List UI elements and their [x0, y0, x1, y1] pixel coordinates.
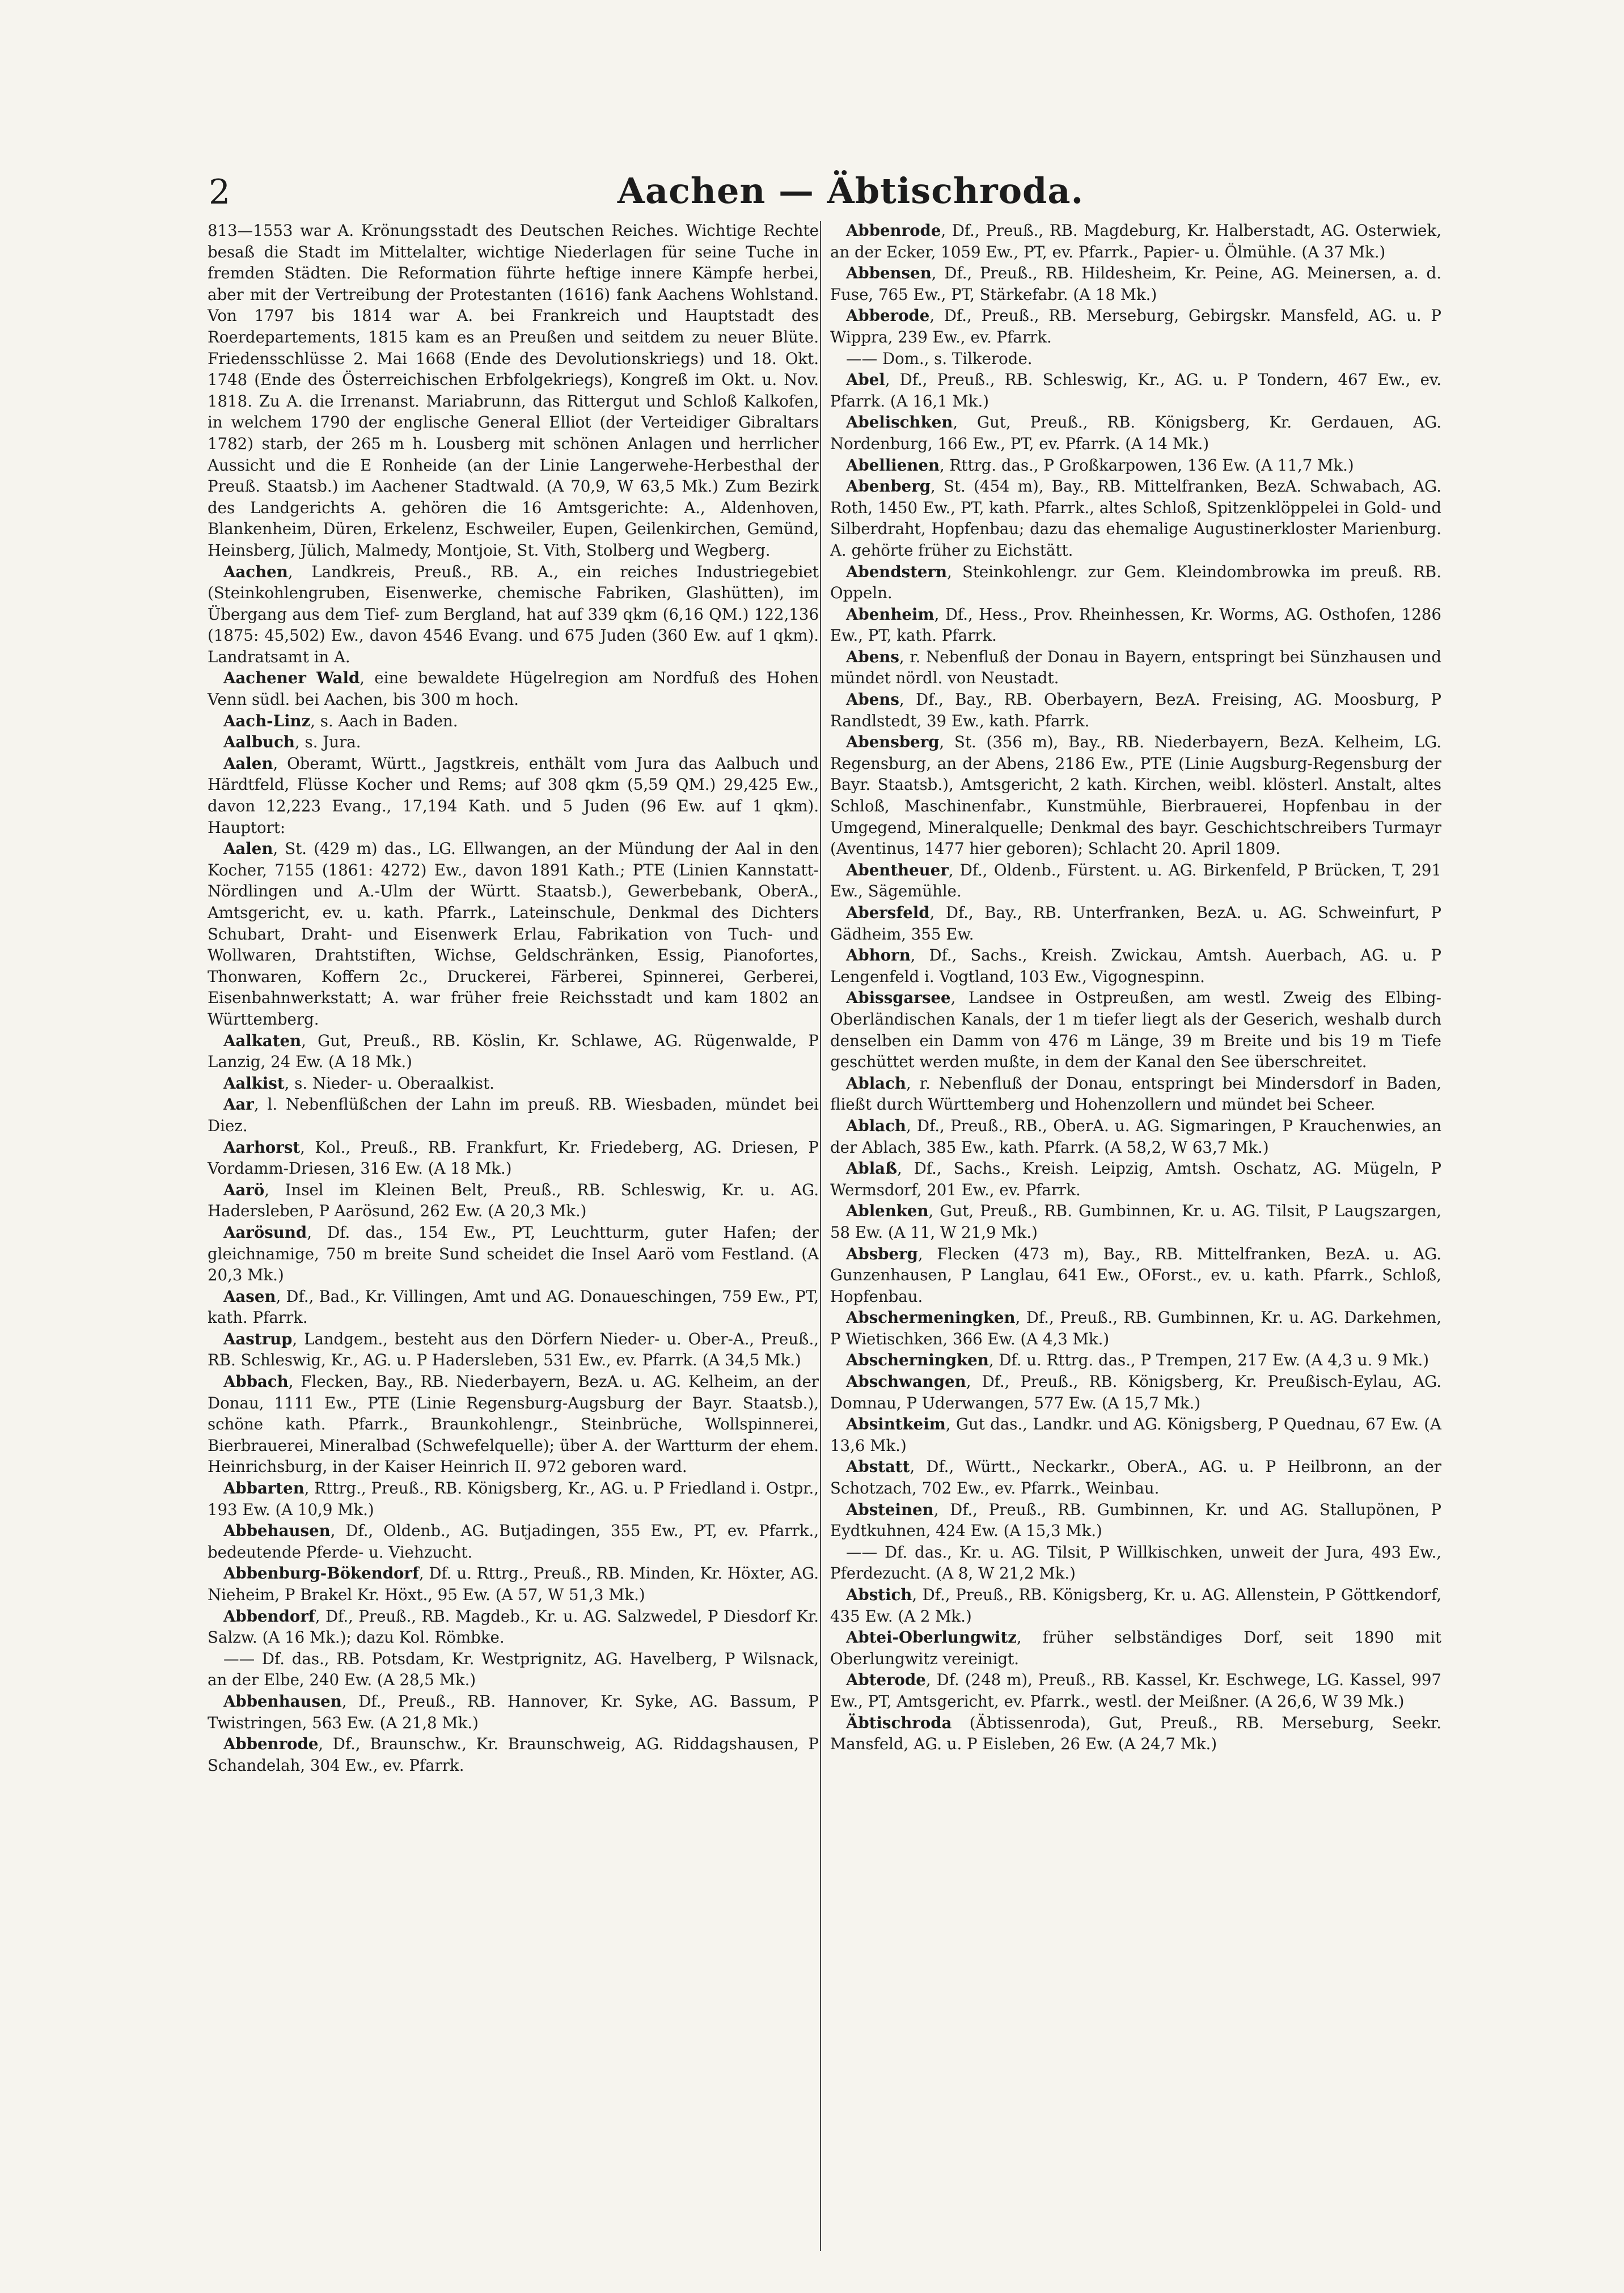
dictionary-entry — [830, 1243, 1441, 1308]
entry-headword: Abellienen — [846, 455, 940, 475]
dictionary-entry — [830, 476, 1441, 561]
dictionary-entry — [208, 1222, 819, 1286]
entry-headword: Ablach — [846, 1116, 906, 1135]
entry-headword: Abbensen — [846, 264, 932, 283]
entry-text: , Df., Oldenb., Fürstent. u. AG. Birkenfeld, P Brücken, T, 291 Ew., Sägemühle. — [830, 860, 1441, 901]
entry-text: , St. (356 m), Bay., RB. Niederbayern, BezA. Kelheim, LG. Regensburg, an der Abens, 2186 Ew., PTE (Linie Augsburg-Regensburg der Bayr. Staatsb.), Amtsgericht, 2 kath. Kirchen, weibl. klösterl. Anstalt, altes Schloß, Maschinenfabr., Kunstmühle, Bierbrauerei, Hopfenbau in der Umgegend, Mineralquelle; Denkmal des bayr. Geschichtschreibers Turmayr (Aventinus, 1477 hier geboren); Schlacht 20. April 1809. — [830, 733, 1441, 858]
entry-text: , Df., Württ., Neckarkr., OberA., AG. u. P Heilbronn, an der Schotzach, 702 Ew., ev. Pfarrk., Weinbau. — [830, 1457, 1441, 1498]
entry-text: , Df. (248 m), Preuß., RB. Kassel, Kr. Eschwege, LG. Kassel, 997 Ew., PT, Amtsgericht, ev. Pfarrk., westl. der Meißner. (A 26,6, W 39 Mk.) — [830, 1670, 1441, 1711]
entry-text: , Df., Bad., Kr. Villingen, Amt und AG. Donaueschingen, 759 Ew., PT, kath. Pfarrk. — [208, 1287, 819, 1327]
dictionary-entry — [830, 646, 1441, 689]
entry-text: , Gut, Preuß., RB. Königsberg, Kr. Gerdauen, AG. Nordenburg, 166 Ew., PT, ev. Pfarrk. (A 14 Mk.) — [830, 413, 1441, 453]
dictionary-entry — [830, 1414, 1441, 1456]
dictionary-entry — [208, 561, 819, 668]
entry-text: , Df., Braunschw., Kr. Braunschweig, AG. Riddagshausen, P Schandelah, 304 Ew., ev. Pfarrk. — [208, 1734, 819, 1775]
dictionary-entry — [830, 1584, 1441, 1627]
entry-text: , Gut, Preuß., RB. Köslin, Kr. Schlawe, AG. Rügenwalde, P Lanzig, 24 Ew. (A 18 Mk.) — [208, 1031, 819, 1072]
page-number: 2 — [209, 172, 231, 212]
dictionary-entry — [830, 1349, 1441, 1371]
entry-text: , Df., Preuß., RB. Hildesheim, Kr. Peine, AG. Meinersen, a. d. Fuse, 765 Ew., PT, Stärkefabr. (A 18 Mk.) — [830, 264, 1441, 304]
entry-text: , Df., Sachs., Kreish. Zwickau, Amtsh. Auerbach, AG. u. P Lengenfeld i. Vogtland, 103 Ew., Vigognespinn. — [830, 946, 1441, 986]
entry-text: , l. Nebenflüßchen der Lahn im preuß. RB. Wiesbaden, mündet bei Diez. — [208, 1095, 819, 1135]
entry-text: , Df. u. Rttrg. das., P Trempen, 217 Ew. (A 4,3 u. 9 Mk.) — [988, 1351, 1430, 1370]
dictionary-entry — [208, 667, 819, 710]
entry-text: , Df., Preuß., RB., OberA. u. AG. Sigmaringen, P Krauchenwies, an der Ablach, 385 Ew., kath. Pfarrk. (A 58,2, W 63,7 Mk.) — [830, 1116, 1441, 1157]
dictionary-entry — [830, 689, 1441, 731]
entry-headword: Abbenrode — [846, 221, 941, 240]
entry-text: , Df., Oldenb., AG. Butjadingen, 355 Ew., PT, ev. Pfarrk., bedeutende Pferde- u. Viehzucht. — [208, 1521, 819, 1562]
dictionary-entry — [208, 1030, 819, 1073]
entry-headword: Abtei-Oberlungwitz — [846, 1628, 1017, 1647]
entry-headword: Abenberg — [846, 477, 931, 496]
entry-text: , Landkreis, Preuß., RB. A., ein reiches Industriegebiet (Steinkohlengruben, Eisenwerke, chemische Fabriken, Glashütten), im Übergang aus dem Tief- zum Bergland, hat auf 339 qkm (6,16 QM.) 122,136 (1875: 45,502) Ew., davon 4546 Evang. und 675 Juden (360 Ew. auf 1 qkm). Landratsamt in A. — [208, 562, 819, 666]
dictionary-entry — [830, 561, 1441, 604]
entry-headword: Abbendorf — [223, 1606, 315, 1626]
entry-headword: Abstatt — [846, 1457, 910, 1477]
dictionary-entry — [830, 455, 1441, 476]
dictionary-entry — [830, 731, 1441, 860]
entry-headword: Abbenrode — [223, 1734, 319, 1754]
dictionary-entry — [830, 987, 1441, 1072]
dictionary-entry — [830, 1371, 1441, 1414]
entry-text: , Df., Bay., RB. Unterfranken, BezA. u. AG. Schweinfurt, P Gädheim, 355 Ew. — [830, 903, 1441, 944]
entry-headword: Aalkist — [223, 1073, 285, 1093]
dictionary-entry — [208, 1733, 819, 1776]
dictionary-entry — [208, 1478, 819, 1520]
entry-text: , St. (429 m) das., LG. Ellwangen, an der Mündung der Aal in den Kocher, 7155 (1861: 4272) Ew., davon 1891 Kath.; PTE (Linien Kannstatt-Nördlingen und A.-Ulm der Württ. Staatsb.), Gewerbebank, OberA., Amtsgericht, ev. u. kath. Pfarrk., Lateinschule, Denkmal des Dichters Schubart, Draht- und Eisenwerk Erlau, Fabrikation von Tuch- und Wollwaren, Drahtstiften, Wichse, Geldschränken, Essig, Pianofortes, Thonwaren, Koffern 2c., Druckerei, Färberei, Spinnerei, Gerberei, Eisenbahnwerkstatt; A. war früher freie Reichsstadt und kam 1802 an Württemberg. — [208, 839, 819, 1029]
dictionary-entry — [830, 1073, 1441, 1115]
dictionary-entry — [208, 1691, 819, 1733]
entry-headword: Äbtischroda — [846, 1713, 952, 1732]
entry-text: , Steinkohlengr. zur Gem. Kleindombrowka im preuß. RB. Oppeln. — [830, 562, 1441, 603]
entry-headword: Ablenken — [846, 1202, 929, 1221]
entry-text: , Rttrg. das., P Großkarpowen, 136 Ew. (A 11,7 Mk.) — [939, 455, 1354, 475]
dictionary-entry — [830, 1307, 1441, 1349]
dictionary-entry — [830, 860, 1441, 902]
dictionary-entry — [830, 1200, 1441, 1243]
entry-headword: Abbarten — [223, 1479, 304, 1498]
entry-text: , Df. u. Rttrg., Preuß., RB. Minden, Kr. Höxter, AG. Nieheim, P Brakel Kr. Höxt., 95 Ew. (A 57, W 51,3 Mk.) — [208, 1564, 819, 1604]
dictionary-entry — [208, 1286, 819, 1329]
left-column — [208, 220, 819, 1776]
entry-headword: Aasen — [223, 1287, 276, 1306]
entry-text: —— Dom., s. Tilkerode. — [846, 349, 1033, 368]
dictionary-entry — [208, 1094, 819, 1136]
dictionary-entry — [208, 1137, 819, 1179]
entry-headword: Aachen — [223, 562, 288, 581]
dictionary-entry — [208, 220, 819, 561]
entry-headword: Abenheim — [846, 604, 934, 624]
entry-text: , Rttrg., Preuß., RB. Königsberg, Kr., AG. u. P Friedland i. Ostpr., 193 Ew. (A 10,9 Mk.) — [208, 1479, 819, 1519]
entry-headword: Abbach — [223, 1372, 289, 1391]
dictionary-entry — [208, 1371, 819, 1478]
entry-headword: Aalen — [223, 839, 273, 858]
dictionary-entry — [830, 1115, 1441, 1158]
dictionary-entry — [208, 838, 819, 1030]
dictionary-entry — [830, 1542, 1441, 1584]
entry-text: , Df., Hess., Prov. Rheinhessen, Kr. Worms, AG. Osthofen, 1286 Ew., PT, kath. Pfarrk. — [830, 604, 1441, 645]
dictionary-entry — [830, 1456, 1441, 1499]
entry-text: , Flecken, Bay., RB. Niederbayern, BezA. u. AG. Kelheim, an der Donau, 1111 Ew., PTE (Linie Regensburg-Augsburg der Bayr. Staatsb.), schöne kath. Pfarrk., Braunkohlengr., Steinbrüche, Wollspinnerei, Bierbrauerei, Mineralbad (Schwefelquelle); über A. der Wartturm der ehem. Heinrichsburg, in der Kaiser Heinrich II. 972 geboren ward. — [208, 1372, 819, 1477]
dictionary-entry — [830, 220, 1441, 263]
column-divider — [820, 221, 821, 2251]
entry-headword: Aar — [223, 1095, 254, 1114]
dictionary-entry — [208, 1073, 819, 1094]
entry-text: , früher selbständiges Dorf, seit 1890 mit Oberlungwitz vereinigt. — [830, 1628, 1441, 1668]
entry-headword: Abbenhausen — [223, 1691, 342, 1711]
entry-text: , St. (454 m), Bay., RB. Mittelfranken, BezA. Schwabach, AG. Roth, 1450 Ew., PT, kath. Pfarrk., altes Schloß, Spitzenklöppelei in Gold- und Silberdraht, Hopfenbau; dazu das ehemalige Augustinerkloster Marienburg. A. gehörte früher zu Eichstätt. — [830, 477, 1441, 560]
dictionary-entry — [830, 1158, 1441, 1200]
entry-headword: Abschwangen — [846, 1372, 966, 1391]
entry-text: , eine bewaldete Hügelregion am Nordfuß des Hohen Venn südl. bei Aachen, bis 300 m hoch. — [208, 669, 819, 709]
entry-text: , Df., Preuß., RB. Magdeburg, Kr. Halberstadt, AG. Osterwiek, an der Ecker, 1059 Ew., PT, ev. Pfarrk., Papier- u. Ölmühle. (A 37 Mk.) — [830, 221, 1441, 261]
entry-text: —— Df. das., RB. Potsdam, Kr. Westprignitz, AG. Havelberg, P Wilsnack, an der Elbe, 240 Ew. (A 28,5 Mk.) — [208, 1649, 819, 1690]
dictionary-entry — [830, 263, 1441, 305]
entry-headword: Abbehausen — [223, 1521, 331, 1541]
entry-headword: Abstich — [846, 1585, 912, 1604]
entry-text: , Df., Preuß., RB. Königsberg, Kr. u. AG. Allenstein, P Göttkendorf, 435 Ew. (A 2 Mk.) — [830, 1585, 1441, 1626]
entry-headword: Aarhorst — [223, 1137, 301, 1157]
dictionary-entry — [830, 1627, 1441, 1669]
entry-headword: Abersfeld — [846, 903, 930, 922]
dictionary-entry — [208, 1563, 819, 1605]
entry-headword: Abelischken — [846, 413, 953, 432]
entry-headword: Aach-Linz — [223, 711, 311, 730]
entry-headword: Abensberg — [846, 733, 940, 752]
entry-headword: Aachener Wald — [223, 669, 360, 688]
dictionary-entry — [208, 731, 819, 753]
entry-headword: Ablaß — [846, 1159, 898, 1178]
entry-text: , Df. das., 154 Ew., PT, Leuchtturm, guter Hafen; der gleichnamige, 750 m breite Sund scheidet die Insel Aarö vom Festland. (A 20,3 Mk.) — [208, 1222, 819, 1285]
entry-headword: Aalbuch — [223, 733, 295, 752]
entry-headword: Abendstern — [846, 562, 948, 581]
entry-text: , Df., Preuß., RB. Königsberg, Kr. Preußisch-Eylau, AG. Domnau, P Uderwangen, 577 Ew. (A 15,7 Mk.) — [830, 1372, 1441, 1412]
dictionary-entry — [830, 604, 1441, 646]
dictionary-entry — [830, 1499, 1441, 1542]
entry-text: , Df., Bay., RB. Oberbayern, BezA. Freising, AG. Moosburg, P Randlstedt, 39 Ew., kath. Pfarrk. — [830, 690, 1441, 730]
entry-headword: Abel — [846, 370, 885, 390]
entry-headword: Abterode — [846, 1670, 926, 1690]
entry-text: , Df., Preuß., RB. Magdeb., Kr. u. AG. Salzwedel, P Diesdorf Kr. Salzw. (A 16 Mk.); dazu Kol. Römbke. — [208, 1606, 819, 1647]
dictionary-entry — [830, 1669, 1441, 1712]
dictionary-entry — [830, 305, 1441, 348]
entry-headword: Abhorn — [846, 946, 911, 965]
entry-text: , Df., Preuß., RB. Gumbinnen, Kr. und AG. Stallupönen, P Eydtkuhnen, 424 Ew. (A 15,3 Mk.) — [830, 1500, 1441, 1541]
entry-headword: Abschermeningken — [846, 1308, 1016, 1327]
entry-headword: Absintkeim — [846, 1415, 946, 1434]
entry-text: , Insel im Kleinen Belt, Preuß., RB. Schleswig, Kr. u. AG. Hadersleben, P Aarösund, 262 Ew. (A 20,3 Mk.) — [208, 1180, 819, 1221]
entry-text: , s. Jura. — [295, 733, 361, 752]
dictionary-entry — [830, 348, 1441, 370]
dictionary-entry — [830, 945, 1441, 987]
entry-text: , Landgem., besteht aus den Dörfern Nieder- u. Ober-A., Preuß., RB. Schleswig, Kr., AG. u. P Hadersleben, 531 Ew., ev. Pfarrk. (A 34,5 Mk.) — [208, 1329, 819, 1370]
entry-headword: Absberg — [846, 1244, 918, 1263]
right-column — [830, 220, 1441, 1755]
entry-headword: Absteinen — [846, 1500, 934, 1519]
entry-headword: Abens — [846, 647, 899, 666]
dictionary-entry — [208, 1179, 819, 1222]
entry-headword: Ablach — [846, 1073, 906, 1093]
entry-headword: Abissgarsee — [846, 988, 951, 1008]
entry-text: , s. Aach in Baden. — [310, 711, 458, 730]
entry-text: , Df., Preuß., RB. Merseburg, Gebirgskr. Mansfeld, AG. u. P Wippra, 239 Ew., ev. Pfarrk. — [830, 306, 1441, 346]
entry-text: , Df., Sachs., Kreish. Leipzig, Amtsh. Oschatz, AG. Mügeln, P Wermsdorf, 201 Ew., ev. Pfarrk. — [830, 1159, 1441, 1199]
entry-text: , Gut das., Landkr. und AG. Königsberg, P Quednau, 67 Ew. (A 13,6 Mk.) — [830, 1415, 1441, 1455]
entry-text: , Df., Preuß., RB. Schleswig, Kr., AG. u. P Tondern, 467 Ew., ev. Pfarrk. (A 16,1 Mk.) — [830, 370, 1441, 411]
entry-text: , Df., Preuß., RB. Hannover, Kr. Syke, AG. Bassum, P Twistringen, 563 Ew. (A 21,8 Mk.) — [208, 1691, 819, 1732]
entry-headword: Abentheuer — [846, 860, 949, 879]
entry-headword: Aalkaten — [223, 1031, 302, 1050]
running-title: Aachen — Äbtischroda. — [617, 170, 1084, 211]
entry-text: , s. Nieder- u. Oberaalkist. — [284, 1073, 494, 1093]
dictionary-entry — [830, 412, 1441, 454]
entry-text: , Gut, Preuß., RB. Gumbinnen, Kr. u. AG. Tilsit, P Laugszargen, 58 Ew. (A 11, W 21,9 Mk.) — [830, 1202, 1441, 1242]
entry-text: , Landsee in Ostpreußen, am westl. Zweig des Elbing-Oberländischen Kanals, der 1 m tiefer liegt als der Geserich, weshalb durch denselben ein Damm von 476 m Länge, 39 m Breite und bis 19 m Tiefe geschüttet werden mußte, in dem der Kanal den See überschreitet. — [830, 988, 1441, 1072]
entry-text: 813—1553 war A. Krönungsstadt des Deutschen Reiches. Wichtige Rechte besaß die Stadt im Mittelalter, wichtige Niederlagen für seine Tuche in fremden Städten. Die Reformation führte heftige innere Kämpfe herbei, aber mit der Vertreibung der Protestanten (1616) fank Aachens Wohlstand. Von 1797 bis 1814 war A. bei Frankreich und Hauptstadt des Roerdepartements, 1815 kam es an Preußen und seitdem zu neuer Blüte. Friedensschlüsse 2. Mai 1668 (Ende des Devolutionskriegs) und 18. Okt. 1748 (Ende des Österreichischen Erbfolgekriegs), Kongreß im Okt. u. Nov. 1818. Zu A. die Irrenanst. Mariabrunn, das Rittergut und Schloß Kalkofen, in welchem 1790 der englische General Elliot (der Verteidiger Gibraltars 1782) starb, der 265 m h. Lousberg mit schönen Anlagen und herrlicher Aussicht und die E Ronheide (an der Linie Langerwehe-Herbesthal der Preuß. Staatsb.) im Aachener Stadtwald. (A 70,9, W 63,5 Mk.) Zum Bezirk des Landgerichts A. gehören die 16 Amtsgerichte: A., Aldenhoven, Blankenheim, Düren, Erkelenz, Eschweiler, Eupen, Geilenkirchen, Gemünd, Heinsberg, Jülich, Malmedy, Montjoie, St. Vith, Stolberg und Wegberg. — [208, 221, 819, 560]
entry-headword: Aalen — [223, 754, 273, 773]
dictionary-entry — [208, 1329, 819, 1371]
entry-headword: Aastrup — [223, 1329, 293, 1348]
entry-text: (Äbtissenroda), Gut, Preuß., RB. Merseburg, Seekr. Mansfeld, AG. u. P Eisleben, 26 Ew. (A 24,7 Mk.) — [830, 1713, 1441, 1754]
dictionary-entry — [830, 369, 1441, 412]
entry-headword: Abscherningken — [846, 1351, 989, 1370]
entry-text: , r. Nebenfluß der Donau in Bayern, entspringt bei Sünzhausen und mündet nördl. von Neustadt. — [830, 647, 1441, 688]
entry-headword: Aarösund — [223, 1222, 307, 1242]
entry-text: , r. Nebenfluß der Donau, entspringt bei Mindersdorf in Baden, fließt durch Württemberg und Hohenzollern und mündet bei Scheer. — [830, 1073, 1441, 1114]
entry-text: , Df., Preuß., RB. Gumbinnen, Kr. u. AG. Darkehmen, P Wietischken, 366 Ew. (A 4,3 Mk.) — [830, 1308, 1441, 1348]
dictionary-entry — [830, 1712, 1441, 1755]
dictionary-entry — [208, 1606, 819, 1648]
entry-text: , Kol., Preuß., RB. Frankfurt, Kr. Friedeberg, AG. Driesen, P Vordamm-Driesen, 316 Ew. (A 18 Mk.) — [208, 1137, 819, 1178]
entry-headword: Abens — [846, 690, 899, 709]
entry-text: —— Df. das., Kr. u. AG. Tilsit, P Willkischken, unweit der Jura, 493 Ew., Pferdezucht. (A 8, W 21,2 Mk.) — [830, 1542, 1441, 1583]
dictionary-entry — [208, 710, 819, 732]
entry-text: , Oberamt, Württ., Jagstkreis, enthält vom Jura das Aalbuch und Härdtfeld, Flüsse Kocher und Rems; auf 308 qkm (5,59 QM.) 29,425 Ew., davon 12,223 Evang., 17,194 Kath. und 5 Juden (96 Ew. auf 1 qkm). Hauptort: — [208, 754, 819, 837]
entry-text: , Flecken (473 m), Bay., RB. Mittelfranken, BezA. u. AG. Gunzenhausen, P Langlau, 641 Ew., OForst., ev. u. kath. Pfarrk., Schloß, Hopfenbau. — [830, 1244, 1441, 1306]
dictionary-entry — [208, 1520, 819, 1563]
dictionary-entry — [208, 753, 819, 838]
dictionary-entry — [208, 1648, 819, 1691]
entry-headword: Abbenburg-Bökendorf — [223, 1564, 419, 1583]
entry-headword: Aarö — [223, 1180, 265, 1199]
entry-headword: Abberode — [846, 306, 930, 325]
dictionary-entry — [830, 902, 1441, 945]
